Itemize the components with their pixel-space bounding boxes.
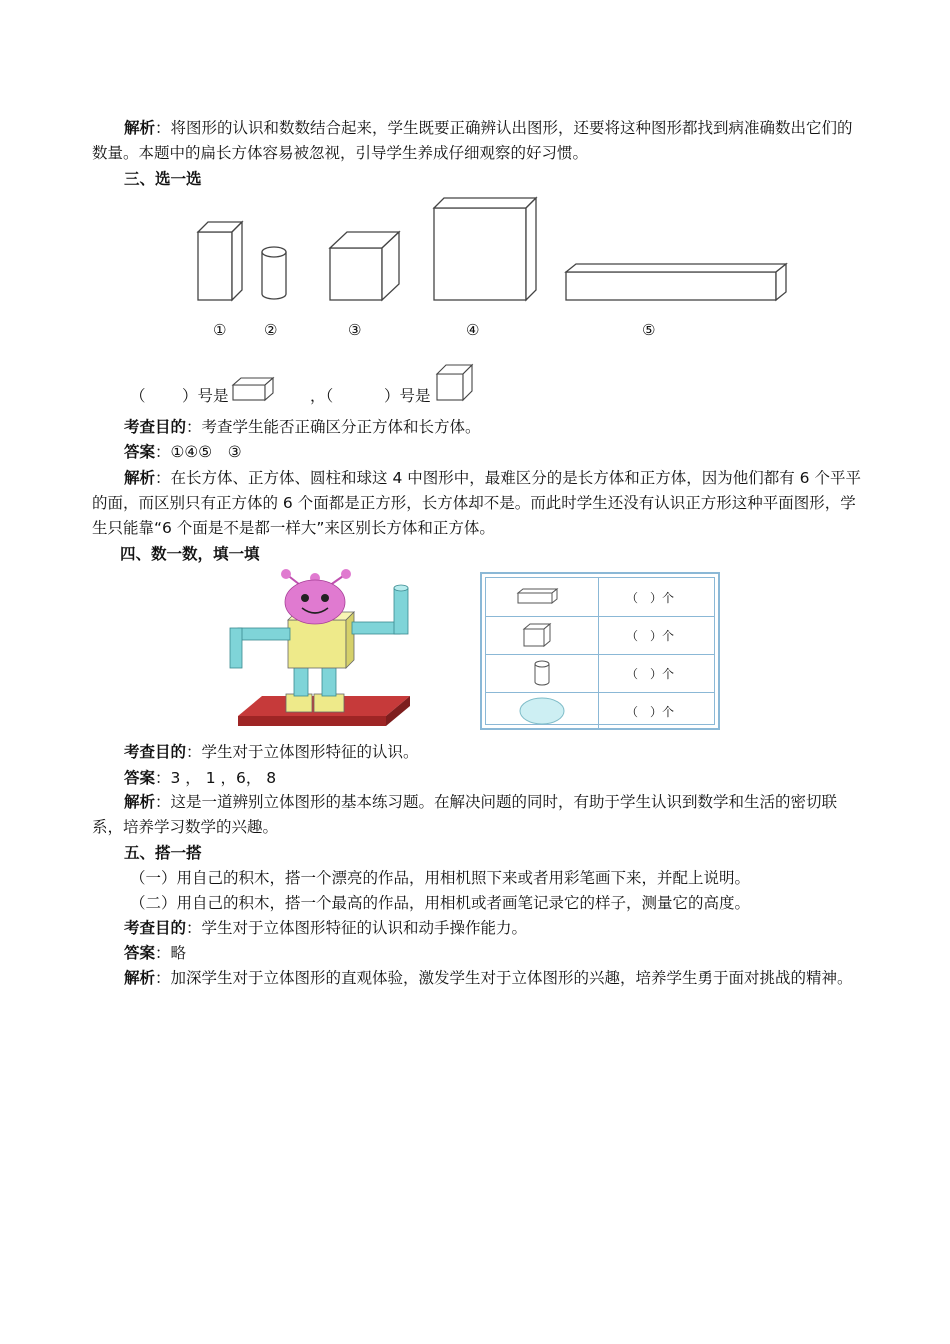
answer-paragraph-s3: 答案：①④⑤ ③ [124, 443, 242, 461]
purpose-paragraph-s5: 考查目的：学生对于立体图形特征的认识和动手操作能力。 [124, 919, 528, 937]
cuboid-icon [232, 376, 276, 402]
purpose-paragraph-s3: 考查目的：考查学生能否正确区分正方体和长方体。 [124, 418, 481, 436]
shape-label-4: ④ [466, 321, 480, 339]
table-row [486, 578, 714, 617]
question-close-1: ）号是 [182, 387, 229, 405]
analysis-paragraph-s4: 解析：这是一道辨别立体图形的基本练习题。在解决问题的同时，有助于学生认识到数学和生活的密切联系，培养学习数学的兴趣。 [92, 793, 838, 836]
shape-label-2: ② [264, 321, 278, 339]
count-cell: （ ）个 [626, 629, 675, 643]
question-open-1: （ [130, 387, 146, 405]
shapes-figure [190, 192, 800, 312]
table-row [486, 654, 714, 693]
flat-cuboid-icon [516, 588, 560, 606]
count-cell: （ ）个 [626, 591, 675, 605]
cylinder-icon [532, 659, 552, 687]
question-close-2: ）号是 [384, 387, 431, 405]
table-row [486, 692, 714, 730]
robot-illustration [226, 566, 426, 736]
answer-paragraph-s5: 答案：略 [124, 944, 187, 962]
answer-paragraph-s4: 答案：3 ， 1 ，6， 8 [124, 769, 277, 787]
task-item-1: （一）用自己的积木，搭一个漂亮的作品，用相机照下来或者用彩笔画下来，并配上说明。 [130, 869, 751, 887]
section-heading-5: 五、搭一搭 [124, 844, 202, 862]
question-comma: ，（ [310, 387, 334, 405]
shape-label-1: ① [213, 321, 227, 339]
count-cell: （ ）个 [626, 667, 675, 681]
analysis-paragraph-s2: 解析：将图形的认识和数数结合起来，学生既要正确辨认出图形，还要将这种图形都找到病准确数出它们的数量。本题中的扁长方体容易被忽视，引导学生养成仔细观察的好习惯。 [92, 119, 853, 162]
purpose-paragraph-s4: 考查目的：学生对于立体图形特征的认识。 [124, 743, 419, 761]
count-cell: （ ）个 [626, 705, 675, 719]
cube-icon [436, 364, 474, 402]
section-heading-3: 三、选一选 [124, 170, 202, 188]
task-item-2: （二）用自己的积木，搭一个最高的作品，用相机或者画笔记录它的样子，测量它的高度。 [130, 894, 751, 912]
shape-label-3: ③ [348, 321, 362, 339]
cube-icon [522, 622, 554, 648]
sphere-icon [518, 696, 566, 726]
shape-label-5: ⑤ [642, 321, 656, 339]
table-row [486, 616, 714, 655]
section-heading-4: 四、数一数，填一填 [120, 545, 260, 563]
analysis-paragraph-s3: 解析：在长方体、正方体、圆柱和球这 4 中图形中，最难区分的是长方体和正方体，因为他们都有 6 个平平的面，而区别只有正方体的 6 个面都是正方形，长方体却不是。而此时学生还没有认识正方形这种平面图形，学生只能靠“6 个面是不是都一样大”来区别长方体和正方体。 [92, 469, 861, 537]
analysis-paragraph-s5: 解析：加深学生对于立体图形的直观体验，激发学生对于立体图形的兴趣，培养学生勇于面对挑战的精神。 [124, 969, 853, 987]
count-table [480, 572, 720, 730]
